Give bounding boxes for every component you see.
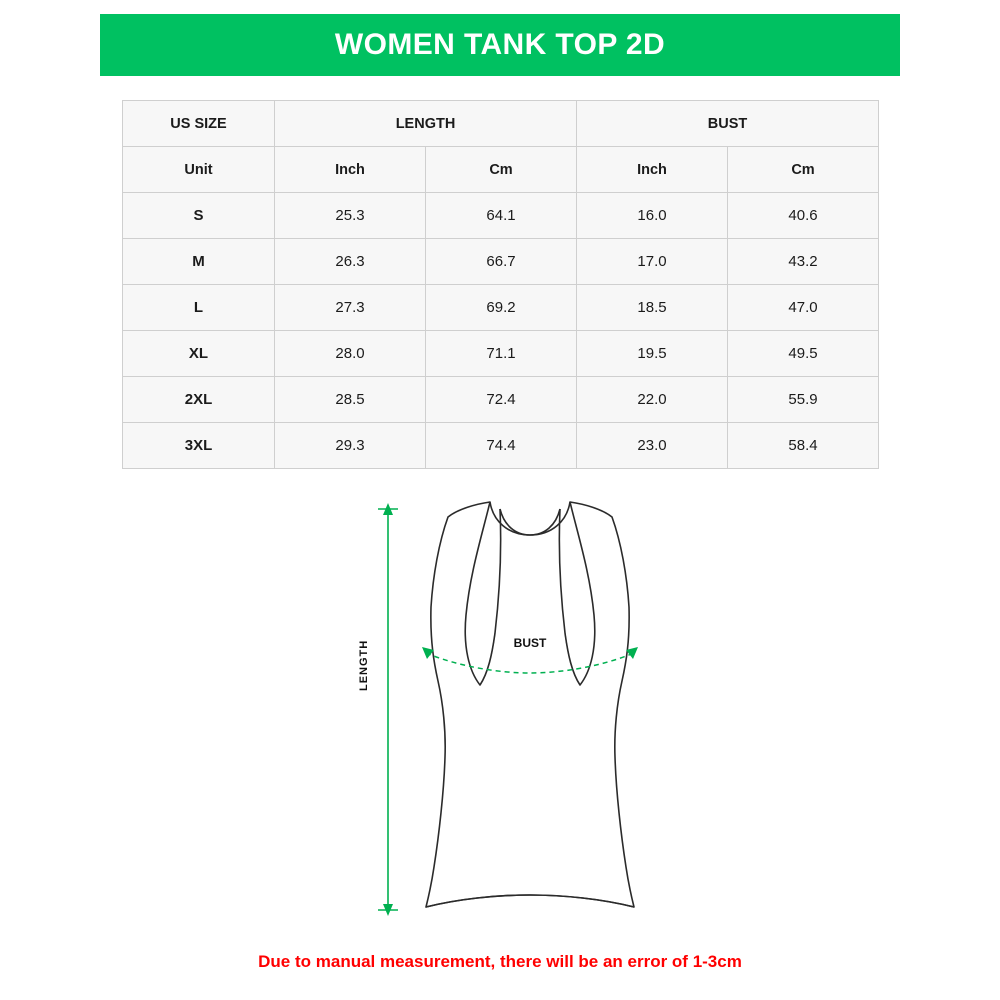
cell-bust-cm: 40.6: [728, 193, 879, 239]
unit-header-length-inch: Inch: [275, 147, 426, 193]
table-row: [123, 239, 879, 285]
size-chart-table: [122, 100, 879, 469]
cell-size: XL: [123, 331, 275, 377]
cell-length-inch: 29.3: [275, 423, 426, 469]
cell-length-cm: 69.2: [426, 285, 577, 331]
cell-bust-inch: 16.0: [577, 193, 728, 239]
cell-length-cm: 74.4: [426, 423, 577, 469]
cell-size: M: [123, 239, 275, 285]
cell-size: S: [123, 193, 275, 239]
table-row: [123, 331, 879, 377]
cell-length-inch: 27.3: [275, 285, 426, 331]
cell-length-inch: 26.3: [275, 239, 426, 285]
cell-length-cm: 72.4: [426, 377, 577, 423]
cell-bust-inch: 19.5: [577, 331, 728, 377]
length-label: LENGTH: [358, 639, 370, 691]
unit-header-length-cm: Cm: [426, 147, 577, 193]
unit-header-bust-cm: Cm: [728, 147, 879, 193]
cell-bust-inch: 23.0: [577, 423, 728, 469]
page-title: WOMEN TANK TOP 2D: [334, 28, 666, 61]
cell-size: L: [123, 285, 275, 331]
header-banner: [100, 14, 900, 76]
cell-bust-inch: 18.5: [577, 285, 728, 331]
cell-length-cm: 71.1: [426, 331, 577, 377]
size-chart-table-wrapper: [122, 100, 878, 469]
table-unit-row: [123, 147, 879, 193]
length-measure-arrow: [378, 503, 398, 916]
table-row: [123, 285, 879, 331]
cell-bust-cm: 55.9: [728, 377, 879, 423]
cell-bust-inch: 17.0: [577, 239, 728, 285]
cell-size: 3XL: [123, 423, 275, 469]
garment-diagram: [330, 495, 690, 925]
cell-length-cm: 66.7: [426, 239, 577, 285]
column-header-bust: BUST: [577, 101, 879, 147]
cell-length-inch: 28.0: [275, 331, 426, 377]
measurement-disclaimer: Due to manual measurement, there will be an error of 1-3cm: [258, 952, 742, 971]
cell-length-inch: 28.5: [275, 377, 426, 423]
cell-bust-cm: 49.5: [728, 331, 879, 377]
bust-label: BUST: [513, 636, 547, 650]
cell-bust-cm: 58.4: [728, 423, 879, 469]
unit-header-bust-inch: Inch: [577, 147, 728, 193]
table-row: [123, 193, 879, 239]
cell-length-cm: 64.1: [426, 193, 577, 239]
cell-bust-cm: 47.0: [728, 285, 879, 331]
tank-top-outline: [426, 502, 634, 907]
table-row: [123, 423, 879, 469]
cell-size: 2XL: [123, 377, 275, 423]
cell-bust-inch: 22.0: [577, 377, 728, 423]
column-header-length: LENGTH: [275, 101, 577, 147]
unit-header-label: Unit: [123, 147, 275, 193]
cell-length-inch: 25.3: [275, 193, 426, 239]
table-row: [123, 377, 879, 423]
table-group-header-row: [123, 101, 879, 147]
column-header-us-size: US SIZE: [123, 101, 275, 147]
cell-bust-cm: 43.2: [728, 239, 879, 285]
